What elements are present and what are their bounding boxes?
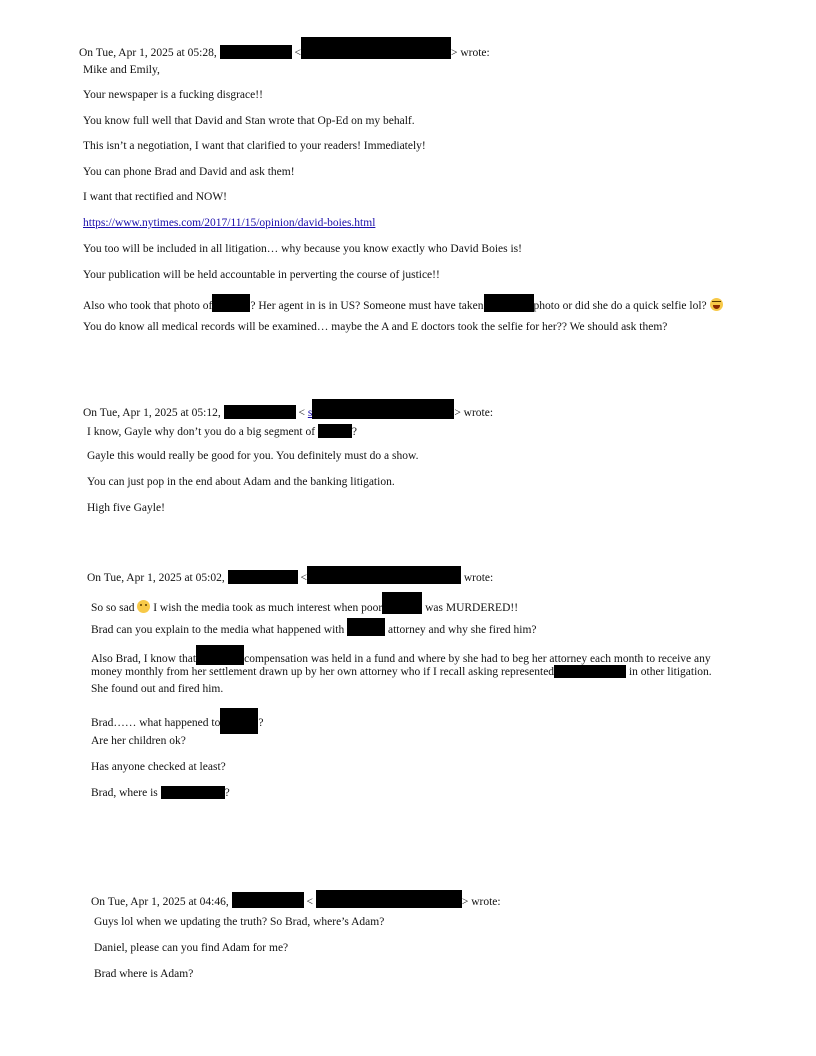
body-line: High five Gayle! [87, 502, 165, 514]
body-line: You can phone Brad and David and ask them! [83, 166, 295, 178]
fund-paragraph: Also Brad, I know that compensation was held in a fund and where by she had to beg her attorney each month to receive any money monthly from her settlement drawn up by her own attorney who if I recall asking represented in other litigation. [91, 645, 731, 678]
nytimes-link[interactable]: https://www.nytimes.com/2017/11/15/opinion/david-boies.html [83, 217, 376, 229]
body-line: You can just pop in the end about Adam and the banking litigation. [87, 476, 395, 488]
body-line: You too will be included in all litigation… why because you know exactly who David Boies is! [83, 243, 522, 255]
disappointed-face-icon [137, 600, 150, 613]
nytimes-link-line [83, 216, 375, 230]
redaction-name [212, 294, 250, 312]
email-header: On Tue, Apr 1, 2025 at 05:02, < wrote: [87, 566, 493, 585]
email-header: On Tue, Apr 1, 2025 at 05:28, < > wrote: [79, 37, 490, 60]
redaction-sender-email [307, 566, 461, 584]
redaction-sender-email [316, 890, 462, 908]
body-line: Your newspaper is a fucking disgrace!! [83, 89, 263, 101]
redaction-sender-name [228, 570, 298, 584]
redaction-sender-name [224, 405, 296, 419]
attorney-line: Brad can you explain to the media what happened with attorney and why she fired him? [91, 618, 537, 637]
redaction-sender-email [312, 399, 454, 419]
body-line: Guys lol when we updating the truth? So Brad, where’s Adam? [94, 916, 385, 928]
body-line: Gayle this would really be good for you. You definitely must do a show. [87, 450, 419, 462]
happened-line: Brad…… what happened to ? [91, 708, 263, 734]
redaction-sender-email [301, 37, 451, 59]
sad-line: So so sad I wish the media took as much interest when poor was MURDERED!! [91, 592, 518, 615]
email-header: On Tue, Apr 1, 2025 at 04:46, < > wrote: [91, 890, 501, 909]
body-line: Daniel, please can you find Adam for me? [94, 942, 289, 954]
body-line: Brad where is Adam? [94, 968, 194, 980]
redaction-name [554, 665, 626, 678]
redaction-name [318, 424, 352, 438]
body-line: I want that rectified and NOW! [83, 191, 228, 203]
redaction-name [161, 786, 225, 799]
segment-line: I know, Gayle why don’t you do a big segment of ? [87, 426, 358, 438]
redaction-sender-name [232, 892, 304, 908]
redaction-name [220, 708, 258, 734]
body-line: You do know all medical records will be examined… maybe the A and E doctors took the selfie for her?? We should ask them? [83, 321, 668, 333]
sender-email-link[interactable]: s [307, 407, 313, 419]
body-line: This isn’t a negotiation, I want that clarified to your readers! Immediately! [83, 140, 426, 152]
redaction-name [382, 592, 422, 614]
redaction-name [484, 294, 534, 312]
redaction-name [196, 645, 244, 665]
tears-of-joy-icon [710, 298, 723, 311]
email-header: On Tue, Apr 1, 2025 at 05:12, < s > wrote: [83, 399, 493, 420]
body-line: You know full well that David and Stan wrote that Op-Ed on my behalf. [83, 115, 415, 127]
redaction-sender-name [220, 45, 292, 59]
body-line: She found out and fired him. [91, 683, 224, 695]
where-line: Brad, where is ? [91, 787, 230, 799]
body-line: Mike and Emily, [83, 64, 160, 76]
body-line: Has anyone checked at least? [91, 761, 226, 773]
body-line: Your publication will be held accountable in perverting the course of justice!! [83, 269, 440, 281]
body-line: Are her children ok? [91, 735, 186, 747]
redaction-name [347, 618, 385, 636]
photo-line: Also who took that photo of ? Her agent in is in US? Someone must have taken photo or did she do a quick selfie lol? [83, 294, 723, 313]
